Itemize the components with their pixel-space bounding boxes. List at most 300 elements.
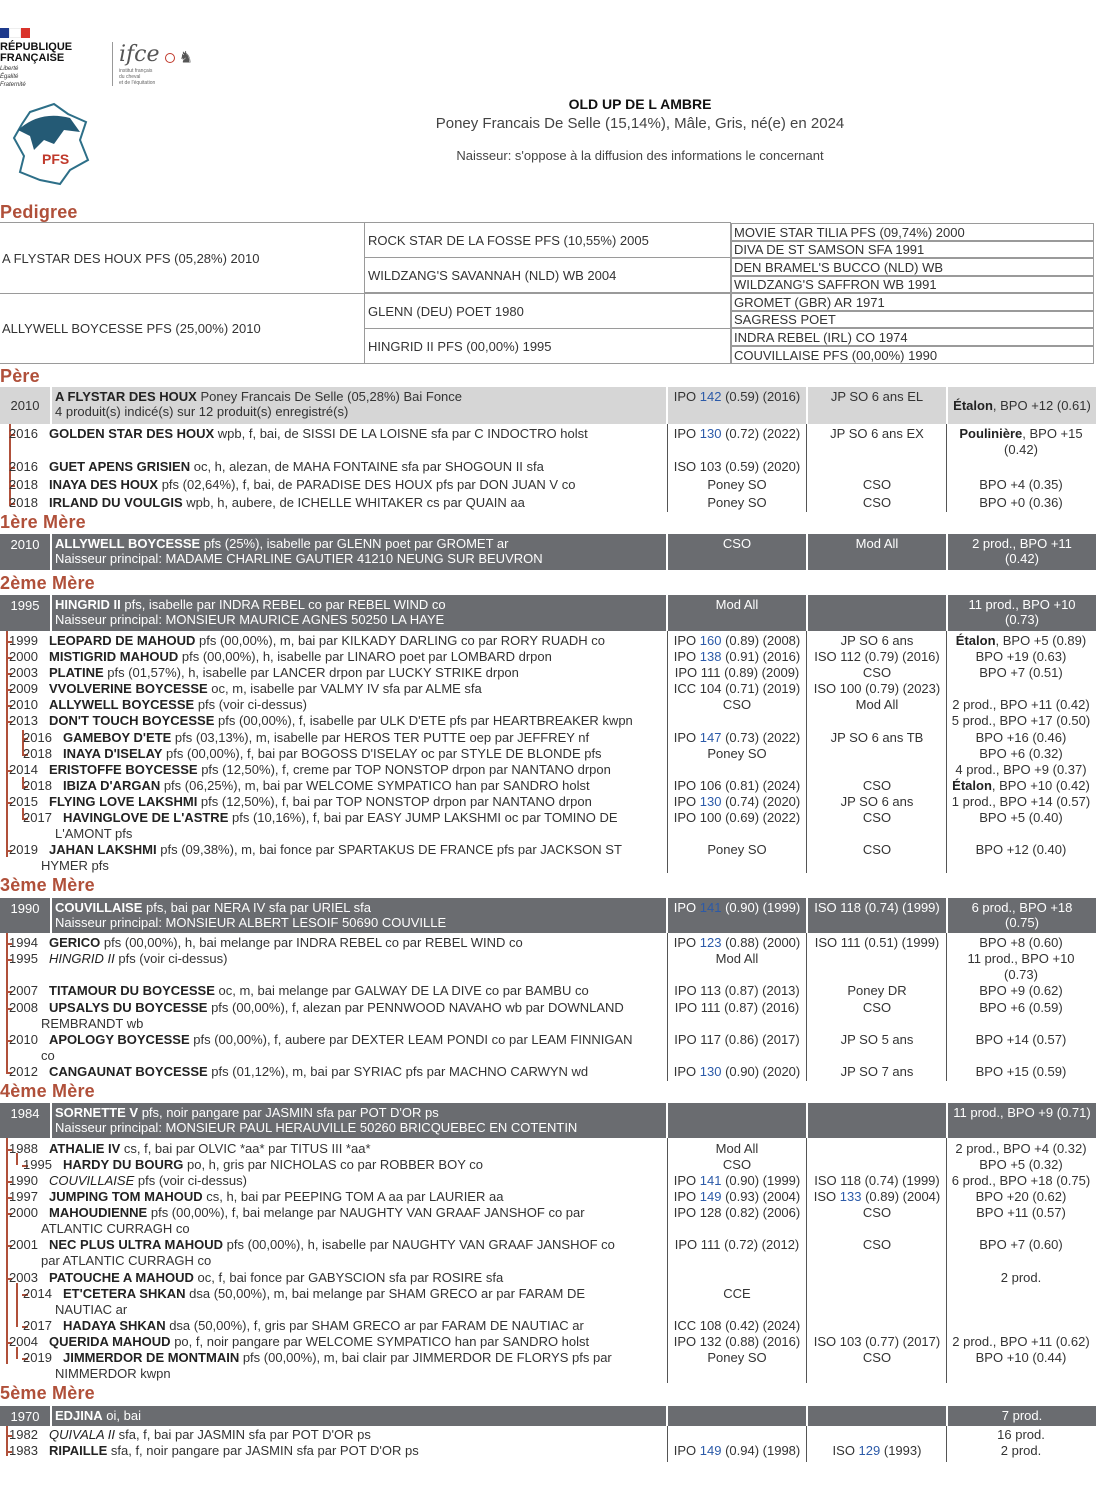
section-mere4: 4ème Mère xyxy=(0,1081,95,1101)
rf-motto-3: Fraternité xyxy=(0,82,26,88)
mere1-name[interactable]: ALLYWELL BOYCESSE xyxy=(55,536,201,551)
offspring-index-2: JP SO 5 ans xyxy=(840,1032,914,1047)
ifce-sub-3: et de l'équitation xyxy=(119,79,156,86)
pfs-logo xyxy=(10,100,94,189)
offspring-desc: pfs (00,00%), f, bai melange par NAUGHTY VAN GRAAF JANSHOF co par xyxy=(147,1205,585,1220)
offspring-index-2: ISO 111 (0.51) (1999) xyxy=(814,935,940,950)
horse-rider-icon: ♞ xyxy=(178,49,194,67)
offspring-desc: wpb, f, bai, de SISSI DE LA LOISNE sfa par C INDOCTRO holst xyxy=(214,426,588,441)
offspring-desc: pfs (01,57%), h, isabelle par LANCER drpon par LUCKY STRIKE drpon xyxy=(103,665,519,680)
mere4-main: SORNETTE V pfs, noir pangare par JASMIN sfa par POT D'OR ps Naisseur principal: MONSIEUR PAUL HERAUVILLE 50260 BRICQUEBEC EN COTENTIN xyxy=(52,1103,666,1138)
mere2-name[interactable]: HINGRID II xyxy=(55,597,121,612)
offspring-year: 2017 xyxy=(23,1318,52,1333)
offspring-bpo: BPO +12 (0.40) xyxy=(975,842,1067,857)
offspring-index: IPO 117 (0.86) (2017) xyxy=(674,1032,800,1047)
offspring-desc: pfs (03,13%), m, isabelle par HEROS TER PUTTE oep par JEFFREY nf xyxy=(171,730,590,745)
pere-year: 2010 xyxy=(0,387,50,424)
offspring-desc: pfs (voir ci-dessus) xyxy=(194,697,307,712)
offspring-bpo: BPO +19 (0.63) xyxy=(975,649,1067,664)
offspring-index-2: CSO xyxy=(862,1350,892,1365)
offspring-bpo: BPO +10 (0.44) xyxy=(975,1350,1067,1365)
offspring-index: IPO 111 (0.87) (2016) xyxy=(674,1000,800,1015)
mere3-line2: Naisseur principal: MONSIEUR ALBERT LESOIF 50690 COUVILLE xyxy=(55,915,447,930)
mere4-k2 xyxy=(668,1103,806,1138)
offspring-year: 2000 xyxy=(9,1205,38,1220)
offspring-year: 2012 xyxy=(9,1064,38,1079)
header xyxy=(0,0,1109,200)
offspring-year: 2007 xyxy=(9,983,38,998)
offspring-desc-cont: NAUTIAC ar xyxy=(55,1302,128,1317)
offspring-index: IPO 123 (0.88) (2000) xyxy=(673,935,801,950)
mere1-year: 2010 xyxy=(0,534,50,570)
offspring-name[interactable]: INAYA D'ISELAY xyxy=(63,746,163,761)
mere5-k3 xyxy=(808,1406,946,1426)
ifce-emblem-icon xyxy=(165,53,175,63)
offspring-desc: pfs (voir ci-dessus) xyxy=(114,951,228,966)
horse-subtitle: Poney Francais De Selle (15,14%), Mâle, Gris, né(e) en 2024 xyxy=(435,115,845,132)
french-flag-icon xyxy=(0,28,30,38)
pedigree-ggp-3[interactable]: DEN BRAMEL'S BUCCO (NLD) WB xyxy=(731,258,1094,276)
mere5-k2 xyxy=(668,1406,806,1426)
offspring-bpo: 1 prod., BPO +14 (0.57) xyxy=(951,794,1091,809)
mere2-band xyxy=(0,595,1096,631)
offspring-year: 2013 xyxy=(9,713,38,728)
rf-title-2: FRANÇAISE xyxy=(0,52,65,64)
offspring-index-2: CSO xyxy=(862,1000,892,1015)
offspring-name[interactable]: HARDY DU BOURG xyxy=(63,1157,184,1172)
index-link[interactable]: 130 xyxy=(699,794,722,809)
horse-name: OLD UP DE L AMBRE xyxy=(568,96,712,112)
mere4-k3 xyxy=(808,1103,946,1138)
offspring-year: 2016 xyxy=(9,426,38,441)
offspring-desc: pfs (00,00%), h, isabelle par NAUGHTY VAN GRAAF JANSHOF co xyxy=(223,1237,615,1252)
mere3-main: COUVILLAISE pfs, bai par NERA IV sfa par URIEL sfa Naisseur principal: MONSIEUR ALBERT LESOIF 50690 COUVILLE xyxy=(52,898,666,933)
offspring-desc: pfs (00,00%), m, bai par KILKADY DARLING co par RORY RUADH co xyxy=(195,633,606,648)
offspring-bpo: BPO +7 (0.60) xyxy=(979,1237,1063,1252)
offspring-name[interactable]: MAHOUDIENNE xyxy=(49,1205,148,1220)
offspring-bpo: BPO +4 (0.35) xyxy=(979,477,1063,492)
offspring-desc: sfa, f, noir pangare par JASMIN sfa par POT D'OR ps xyxy=(107,1443,419,1458)
mere1-main: ALLYWELL BOYCESSE pfs (25%), isabelle par GLENN poet par GROMET ar Naisseur principal: MADAME CHARLINE GAUTIER 41210 NEUNG SUR BEUVRON xyxy=(52,534,666,570)
offspring-name[interactable]: VVOLVERINE BOYCESSE xyxy=(49,681,208,696)
pere-band xyxy=(0,387,1096,424)
offspring-bpo: 2 prod. xyxy=(1000,1270,1042,1285)
pere-line2: 4 produit(s) indicé(s) sur 12 produit(s) enregistré(s) xyxy=(55,404,349,419)
index-link[interactable]: 123 xyxy=(699,935,722,950)
status-badge: Étalon xyxy=(955,633,996,648)
offspring-bpo: BPO +8 (0.60) xyxy=(979,935,1063,950)
offspring-year: 2010 xyxy=(9,697,38,712)
offspring-index: IPO 149 (0.94) (1998) xyxy=(673,1443,801,1458)
offspring-bpo: BPO +7 (0.51) xyxy=(979,665,1063,680)
offspring-index-2: JP SO 6 ans EX xyxy=(830,426,924,441)
offspring-year: 2019 xyxy=(23,1350,52,1365)
offspring-index-2: CSO xyxy=(862,495,892,510)
pedigree-ggp-1[interactable]: MOVIE STAR TILIA PFS (09,74%) 2000 xyxy=(731,223,1094,241)
ifce-logo xyxy=(112,42,207,86)
offspring-desc: oc, f, bai fonce par GABYSCION sfa par ROSIRE sfa xyxy=(193,1270,504,1285)
offspring-bpo: 2 prod., BPO +4 (0.32) xyxy=(955,1141,1087,1156)
mere4-band xyxy=(0,1103,1096,1138)
pedigree-sire[interactable]: A FLYSTAR DES HOUX PFS (05,28%) 2010 xyxy=(0,222,364,293)
offspring-name[interactable]: GOLDEN STAR DES HOUX xyxy=(49,426,215,441)
offspring-name[interactable]: PLATINE xyxy=(49,665,104,680)
offspring-name[interactable]: UPSALYS DU BOYCESSE xyxy=(49,1000,208,1015)
republique-francaise-logo xyxy=(0,28,90,88)
section-mere1: 1ère Mère xyxy=(0,512,86,532)
mere5-k4: 7 prod. xyxy=(948,1406,1096,1426)
offspring-name[interactable]: ET'CETERA SHKAN xyxy=(63,1286,186,1301)
index-link[interactable]: 147 xyxy=(699,730,722,745)
mere5-band xyxy=(0,1406,1096,1426)
index-link[interactable]: 130 xyxy=(699,426,722,441)
offspring-year: 2018 xyxy=(9,495,38,510)
mere3-name[interactable]: COUVILLAISE xyxy=(55,900,143,915)
offspring-index: IPO 160 (0.89) (2008) xyxy=(673,633,801,648)
offspring-year: 2014 xyxy=(9,762,38,777)
offspring-index: Poney SO xyxy=(707,842,767,857)
offspring-name[interactable]: ERISTOFFE BOYCESSE xyxy=(49,762,198,777)
offspring-name[interactable]: IBIZA D'ARGAN xyxy=(63,778,161,793)
offspring-index: IPO 100 (0.69) (2022) xyxy=(673,810,801,825)
index-link[interactable]: 138 xyxy=(699,649,722,664)
offspring-index-2: CSO xyxy=(862,1237,892,1252)
offspring-index-2: CSO xyxy=(862,842,892,857)
offspring-year: 1995 xyxy=(9,951,38,966)
pere-k4: Étalon , BPO +12 (0.61) xyxy=(948,387,1096,424)
rf-motto-1: Liberté xyxy=(0,66,19,72)
rf-motto-2: Égalité xyxy=(0,74,19,80)
offspring-name[interactable]: NEC PLUS ULTRA MAHOUD xyxy=(49,1237,224,1252)
offspring-desc: pfs (00,00%), h, isabelle par LINARO poet par LOMBARD drpon xyxy=(178,649,552,664)
offspring-desc: pfs (06,25%), m, bai par WELCOME SYMPATICO han par SANDRO holst xyxy=(160,778,590,793)
mere1-k3: Mod All xyxy=(808,534,946,570)
offspring-index: IPO 138 (0.91) (2016) xyxy=(673,649,801,664)
pedigree-gp-2[interactable]: WILDZANG'S SAVANNAH (NLD) WB 2004 xyxy=(364,257,731,293)
offspring-index: IPO 147 (0.73) (2022) xyxy=(673,730,801,745)
offspring-name[interactable]: QUIVALA II xyxy=(49,1427,115,1442)
mere3-ipo-link[interactable]: 141 xyxy=(699,900,722,915)
section-pere: Père xyxy=(0,366,40,386)
offspring-desc: pfs (00,00%), h, bai melange par INDRA REBEL co par REBEL WIND co xyxy=(100,935,523,950)
offspring-bpo: BPO +9 (0.62) xyxy=(979,983,1063,998)
offspring-index: CCE xyxy=(723,1286,751,1301)
pere-k3: JP SO 6 ans EL xyxy=(808,387,946,424)
offspring-desc: dsa (50,00%), f, gris par SHAM GRECO ar par FARAM DE NAUTIAC ar xyxy=(165,1318,584,1333)
offspring-name[interactable]: HADAYA SHKAN xyxy=(63,1318,166,1333)
offspring-desc: pfs (02,64%), f, bai, de PARADISE DES HOUX pfs par DON JUAN V co xyxy=(158,477,576,492)
mere3-band xyxy=(0,898,1096,933)
mere1-k4: 2 prod., BPO +11 (0.42) xyxy=(948,534,1096,570)
mere1-k2: CSO xyxy=(668,534,806,570)
offspring-index-2: CSO xyxy=(862,778,892,793)
offspring-bpo: Étalon, BPO +5 (0.89) xyxy=(955,633,1087,648)
offspring-bpo: BPO +16 (0.46) xyxy=(975,730,1067,745)
offspring-index: Poney SO xyxy=(707,1350,767,1365)
pedigree-dam[interactable]: ALLYWELL BOYCESSE PFS (25,00%) 2010 xyxy=(0,293,364,364)
mere3-k4: 6 prod., BPO +18 (0.75) xyxy=(948,898,1096,933)
mere3-k3: ISO 118 (0.74) (1999) xyxy=(808,898,946,933)
offspring-year: 1988 xyxy=(9,1141,38,1156)
offspring-desc: pfs (voir ci-dessus) xyxy=(134,1173,247,1188)
offspring-year: 1990 xyxy=(9,1173,38,1188)
offspring-desc-cont: HYMER pfs xyxy=(41,858,109,873)
offspring-desc: pfs (00,00%), m, bai clair par JIMMERDOR DE FLORYS pfs par xyxy=(239,1350,612,1365)
index-link[interactable]: 149 xyxy=(699,1443,722,1458)
section-mere3: 3ème Mère xyxy=(0,875,95,895)
offspring-name[interactable]: JUMPING TOM MAHOUD xyxy=(49,1189,203,1204)
offspring-bpo: BPO +20 (0.62) xyxy=(975,1189,1067,1204)
offspring-bpo: BPO +6 (0.32) xyxy=(979,746,1063,761)
offspring-desc: pfs (09,38%), m, bai fonce par SPARTAKUS DE FRANCE pfs par JACKSON ST xyxy=(156,842,622,857)
offspring-desc: sfa, f, bai par JASMIN sfa par POT D'OR ps xyxy=(115,1427,371,1442)
pedigree-ggp-7[interactable]: INDRA REBEL (IRL) CO 1974 xyxy=(731,328,1094,346)
offspring-index: IPO 111 (0.89) (2009) xyxy=(674,665,800,680)
offspring-index: Poney SO xyxy=(707,477,767,492)
svg-text:PFS: PFS xyxy=(42,151,70,167)
pere-main xyxy=(52,387,666,424)
offspring-bpo: BPO +5 (0.40) xyxy=(979,810,1063,825)
mere2-k4: 11 prod., BPO +10 (0.73) xyxy=(948,595,1096,631)
index-link[interactable]: 133 xyxy=(839,1189,862,1204)
mere2-main: HINGRID II pfs, isabelle par INDRA REBEL co par REBEL WIND co Naisseur principal: MONSIEUR MAURICE AGNES 50250 LA HAYE xyxy=(52,595,666,631)
offspring-desc: dsa (50,00%), m, bai melange par SHAM GRECO ar par FARAM DE xyxy=(185,1286,586,1301)
offspring-index-2: CSO xyxy=(862,477,892,492)
offspring-index-2: ISO 133 (0.89) (2004) xyxy=(813,1189,941,1204)
offspring-name[interactable]: GERICO xyxy=(49,935,101,950)
offspring-name[interactable]: PATOUCHE A MAHOUD xyxy=(49,1270,194,1285)
offspring-index: IPO 130 (0.74) (2020) xyxy=(673,794,801,809)
offspring-name[interactable]: GAMEBOY D'ETE xyxy=(63,730,172,745)
offspring-bpo: 2 prod., BPO +11 (0.62) xyxy=(952,1334,1090,1349)
offspring-index-2: ISO 103 (0.77) (2017) xyxy=(813,1334,941,1349)
offspring-bpo: 2 prod., BPO +11 (0.42) xyxy=(952,697,1090,712)
offspring-name[interactable]: IRLAND DU VOULGIS xyxy=(49,495,183,510)
mere2-k3 xyxy=(808,595,946,631)
offspring-index: IPO 130 (0.72) (2022) xyxy=(673,426,801,441)
mere5-name[interactable]: EDJINA xyxy=(55,1408,103,1423)
offspring-desc-cont: ATLANTIC CURRAGH co xyxy=(41,1221,190,1236)
index-link[interactable]: 141 xyxy=(699,1173,722,1188)
offspring-name[interactable]: FLYING LOVE LAKSHMI xyxy=(49,794,198,809)
pedigree-ggp-4[interactable]: WILDZANG'S SAFFRON WB 1991 xyxy=(731,276,1094,293)
offspring-year: 1997 xyxy=(9,1189,38,1204)
offspring-name[interactable]: APOLOGY BOYCESSE xyxy=(49,1032,190,1047)
offspring-bpo: 5 prod., BPO +17 (0.50) xyxy=(951,713,1091,728)
offspring-year: 2015 xyxy=(9,794,38,809)
horse-breeder: Naisseur: s'oppose à la diffusion des informations le concernant xyxy=(456,148,824,163)
offspring-index-2: ISO 118 (0.74) (1999) xyxy=(814,1173,940,1188)
offspring-index: IPO 111 (0.72) (2012) xyxy=(674,1237,800,1252)
offspring-desc: po, h, gris par NICHOLAS co par ROBBER BOY co xyxy=(183,1157,483,1172)
offspring-desc: pfs (12,50%), f, creme par TOP NONSTOP drpon par NANTANO drpon xyxy=(197,762,611,777)
ifce-wordmark: ifce xyxy=(119,42,160,67)
offspring-index: ICC 104 (0.71) (2019) xyxy=(673,681,801,696)
offspring-year: 2019 xyxy=(9,842,38,857)
offspring-name[interactable]: GUET APENS GRISIEN xyxy=(49,459,191,474)
offspring-year: 2016 xyxy=(23,730,52,745)
offspring-year: 1995 xyxy=(23,1157,52,1172)
mere4-name[interactable]: SORNETTE V xyxy=(55,1105,139,1120)
offspring-year: 2018 xyxy=(23,746,52,761)
offspring-bpo: 6 prod., BPO +18 (0.75) xyxy=(951,1173,1091,1188)
offspring-desc: oc, m, isabelle par VALMY IV sfa par ALME sfa xyxy=(207,681,482,696)
offspring-name[interactable]: JIMMERDOR DE MONTMAIN xyxy=(63,1350,240,1365)
ifce-sub-2: du cheval xyxy=(119,73,141,80)
offspring-bpo: Poulinière, BPO +15 (0.42) xyxy=(959,426,1083,457)
index-link[interactable]: 160 xyxy=(699,633,722,648)
offspring-name[interactable]: TITAMOUR DU BOYCESSE xyxy=(49,983,215,998)
offspring-name[interactable]: QUERIDA MAHOUD xyxy=(49,1334,171,1349)
pedigree-ggp-2[interactable]: DIVA DE ST SAMSON SFA 1991 xyxy=(731,241,1094,258)
offspring-year: 1999 xyxy=(9,633,38,648)
offspring-bpo: BPO +6 (0.59) xyxy=(979,1000,1063,1015)
section-mere5: 5ème Mère xyxy=(0,1383,95,1403)
offspring-desc: cs, f, bai par OLVIC *aa* par TITUS III *aa* xyxy=(120,1141,371,1156)
offspring-name[interactable]: LEOPARD DE MAHOUD xyxy=(49,633,196,648)
offspring-index: IPO 128 (0.82) (2006) xyxy=(673,1205,801,1220)
offspring-index-2: Mod All xyxy=(855,697,899,712)
mere3-k2: IPO 141 (0.90) (1999) xyxy=(668,898,806,933)
offspring-desc: cs, h, bai par PEEPING TOM A aa par LAURIER aa xyxy=(202,1189,504,1204)
mere5-main: EDJINA oi, bai xyxy=(52,1406,666,1426)
offspring-desc: oc, m, bai melange par GALWAY DE LA DIVE co par BAMBU co xyxy=(214,983,589,998)
offspring-desc-cont: NIMMERDOR kwpn xyxy=(55,1366,171,1381)
pere-name[interactable]: A FLYSTAR DES HOUX xyxy=(55,389,197,404)
offspring-name[interactable]: HINGRID II xyxy=(49,951,115,966)
offspring-year: 2009 xyxy=(9,681,38,696)
mere4-k4: 11 prod., BPO +9 (0.71) xyxy=(948,1103,1096,1138)
offspring-year: 2014 xyxy=(23,1286,52,1301)
offspring-bpo: 2 prod. xyxy=(1000,1443,1042,1458)
mere3-year: 1990 xyxy=(0,898,50,933)
offspring-bpo: BPO +5 (0.32) xyxy=(979,1157,1063,1172)
offspring-index-2: JP SO 7 ans xyxy=(840,1064,914,1079)
offspring-desc: pfs (12,50%), f, bai par TOP NONSTOP drpon par NANTANO drpon xyxy=(197,794,592,809)
offspring-year: 2018 xyxy=(23,778,52,793)
offspring-index: IPO 141 (0.90) (1999) xyxy=(673,1173,801,1188)
index-link[interactable]: 149 xyxy=(699,1189,722,1204)
offspring-index-2: ISO 100 (0.79) (2023) xyxy=(813,681,941,696)
offspring-bpo: 4 prod., BPO +9 (0.37) xyxy=(955,762,1087,777)
index-link[interactable]: 130 xyxy=(699,1064,722,1079)
offspring-index-2: JP SO 6 ans TB xyxy=(830,730,924,745)
offspring-year: 2000 xyxy=(9,649,38,664)
offspring-bpo: BPO +14 (0.57) xyxy=(975,1032,1067,1047)
offspring-desc: pfs (00,00%), f, aubere par DEXTER LEAM PONDI co par LEAM FINNIGAN xyxy=(189,1032,633,1047)
offspring-index: Poney SO xyxy=(707,746,767,761)
pedigree-ggp-5[interactable]: GROMET (GBR) AR 1971 xyxy=(731,293,1094,311)
offspring-year: 1994 xyxy=(9,935,38,950)
offspring-desc-cont: REMBRANDT wb xyxy=(41,1016,144,1031)
offspring-year: 2004 xyxy=(9,1334,38,1349)
index-link[interactable]: 129 xyxy=(858,1443,881,1458)
offspring-bpo: BPO +0 (0.36) xyxy=(979,495,1063,510)
offspring-desc: pfs (01,12%), m, bai par SYRIAC pfs par MACHNO CARWYN wd xyxy=(207,1064,589,1079)
mere2-line2: Naisseur principal: MONSIEUR MAURICE AGNES 50250 LA HAYE xyxy=(55,612,445,627)
section-pedigree: Pedigree xyxy=(0,202,78,222)
offspring-index: CSO xyxy=(722,1157,752,1172)
offspring-index: Mod All xyxy=(715,951,759,966)
offspring-desc: pfs (00,00%), f, alezan par PENNWOOD NAVAHO wb par DOWNLAND xyxy=(207,1000,624,1015)
offspring-year: 2003 xyxy=(9,665,38,680)
offspring-year: 2017 xyxy=(23,810,52,825)
offspring-index-2: ISO 129 (1993) xyxy=(832,1443,922,1458)
offspring-desc: oc, h, alezan, de MAHA FONTAINE sfa par SHOGOUN II sfa xyxy=(190,459,544,474)
mere4-line2: Naisseur principal: MONSIEUR PAUL HERAUVILLE 50260 BRICQUEBEC EN COTENTIN xyxy=(55,1120,578,1135)
offspring-name[interactable]: ATHALIE IV xyxy=(49,1141,121,1156)
offspring-index: CSO xyxy=(722,697,752,712)
offspring-index: Mod All xyxy=(715,1141,759,1156)
rf-title-1: RÉPUBLIQUE xyxy=(0,41,73,53)
offspring-index: IPO 130 (0.90) (2020) xyxy=(673,1064,801,1079)
pere-ipo-link[interactable]: 142 xyxy=(699,389,722,404)
offspring-name[interactable]: MISTIGRID MAHOUD xyxy=(49,649,179,664)
offspring-name[interactable]: DON'T TOUCH BOYCESSE xyxy=(49,713,215,728)
pfs-map-icon xyxy=(10,100,94,186)
offspring-index: ISO 103 (0.59) (2020) xyxy=(673,459,801,474)
offspring-name[interactable]: RIPAILLE xyxy=(49,1443,108,1458)
offspring-desc-cont: co xyxy=(41,1048,55,1063)
mere2-k2: Mod All xyxy=(668,595,806,631)
offspring-index-2: Poney DR xyxy=(847,983,907,998)
offspring-index: IPO 132 (0.88) (2016) xyxy=(673,1334,801,1349)
pedigree-ggp-6[interactable]: SAGRESS POET xyxy=(731,311,1094,328)
offspring-name[interactable]: JAHAN LAKSHMI xyxy=(49,842,157,857)
pedigree-gp-4[interactable]: HINGRID II PFS (00,00%) 1995 xyxy=(364,328,731,364)
offspring-index: IPO 149 (0.93) (2004) xyxy=(673,1189,801,1204)
offspring-index: Poney SO xyxy=(707,495,767,510)
offspring-bpo: BPO +11 (0.57) xyxy=(976,1205,1066,1220)
pedigree-gp-3[interactable]: GLENN (DEU) POET 1980 xyxy=(364,293,731,329)
offspring-bpo: 11 prod., BPO +10 (0.73) xyxy=(967,951,1075,982)
offspring-year: 2010 xyxy=(9,1032,38,1047)
offspring-name[interactable]: HAVINGLOVE DE L'ASTRE xyxy=(63,810,229,825)
offspring-desc-cont: L'AMONT pfs xyxy=(55,826,133,841)
offspring-index-2: ISO 112 (0.79) (2016) xyxy=(814,649,940,664)
offspring-name[interactable]: INAYA DES HOUX xyxy=(49,477,159,492)
mere5-year: 1970 xyxy=(0,1406,50,1426)
offspring-index: ICC 108 (0.42) (2024) xyxy=(673,1318,801,1333)
offspring-year: 2001 xyxy=(9,1237,38,1252)
offspring-year: 2018 xyxy=(9,477,38,492)
offspring-name[interactable]: ALLYWELL BOYCESSE xyxy=(49,697,195,712)
offspring-name[interactable]: CANGAUNAT BOYCESSE xyxy=(49,1064,208,1079)
offspring-bpo: Étalon, BPO +10 (0.42) xyxy=(952,778,1090,793)
offspring-index-2: JP SO 6 ans xyxy=(840,794,914,809)
offspring-year: 1983 xyxy=(9,1443,38,1458)
offspring-year: 1982 xyxy=(9,1427,38,1442)
pedigree-ggp-8[interactable]: COUVILLAISE PFS (00,00%) 1990 xyxy=(731,346,1094,364)
offspring-bpo: BPO +15 (0.59) xyxy=(975,1064,1067,1079)
ifce-sub-1: institut français xyxy=(119,67,153,74)
mere1-band xyxy=(0,534,1096,570)
offspring-index-2: CSO xyxy=(862,665,892,680)
offspring-index: IPO 113 (0.87) (2013) xyxy=(674,983,800,998)
offspring-desc: wpb, h, aubere, de ICHELLE WHITAKER cs par QUAIN aa xyxy=(182,495,525,510)
offspring-bpo: 16 prod. xyxy=(997,1427,1045,1442)
offspring-index-2: CSO xyxy=(862,1205,892,1220)
mere4-year: 1984 xyxy=(0,1103,50,1138)
status-badge: Poulinière xyxy=(959,426,1023,441)
offspring-year: 2003 xyxy=(9,1270,38,1285)
pedigree-gp-1[interactable]: ROCK STAR DE LA FOSSE PFS (10,55%) 2005 xyxy=(364,222,731,258)
section-mere2: 2ème Mère xyxy=(0,573,95,593)
offspring-name[interactable]: COUVILLAISE xyxy=(49,1173,135,1188)
offspring-desc-cont: par ATLANTIC CURRAGH co xyxy=(41,1253,212,1268)
pedigree-table xyxy=(0,222,1096,364)
pere-k2: IPO 142 (0.59) (2016) xyxy=(668,387,806,424)
